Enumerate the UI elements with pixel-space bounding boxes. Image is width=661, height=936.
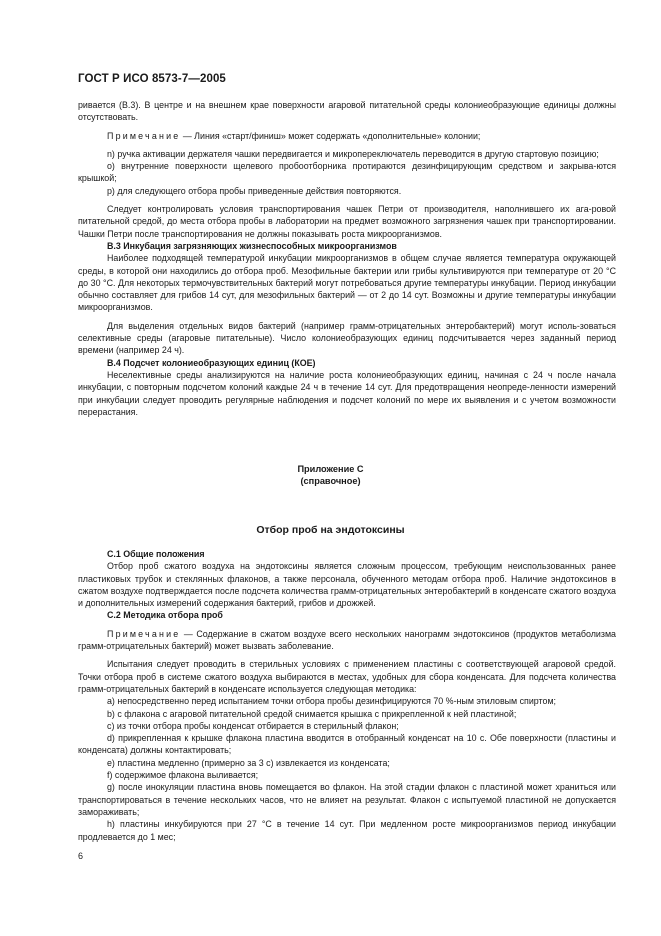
section-heading-c2: С.2 Методика отбора проб (107, 610, 223, 621)
paragraph-c2-1: Испытания следует проводить в стерильных условиях с применением пластины с соответствующей агаровой средой. Точки отбора проб в системе сжатого воздуха выбираются в местах, удобных для сбора конденсата. Для подсчета количества грамм-отрицательных бактерий в конденсате используется следующая методика: (78, 659, 616, 694)
body-section-c (78, 548, 616, 843)
paragraph-b3-2: Для выделения отдельных видов бактерий (например грамм-отрицательных энтеробактерий) могут исполь-зоваться селективные среды (агаровые питательные). Число колониеобразующих единиц подсчитывается через заданный период времени (например 24 ч). (78, 320, 616, 356)
list-item-d: d) прикрепленная к крышке флакона пластина вводится в отобранный конденсат на 10 с. Обе поверхности (пластины и конденсата) должны контактировать; (78, 733, 616, 756)
body-section-b (78, 99, 616, 418)
list-item-n: n) ручка активации держателя чашки передвигается и микропереключатель переводится в другую стартовую позицию; (107, 148, 599, 159)
list-item-c: c) из точки отбора пробы конденсат отбирается в стерильный флакон; (107, 720, 399, 731)
section-heading-b4: В.4 Подсчет колониеобразующих единиц (КОЕ) (107, 357, 316, 368)
list-item-f: f) содержимое флакона выливается; (107, 770, 259, 781)
section-heading-b3: В.3 Инкубация загрязняющих жизнеспособных микроорганизмов (107, 240, 397, 251)
paragraph-continuation: ривается (В.3). В центре и на внешнем крае поверхности агаровой питательной среды колониеобразующие единицы должны отсутствовать. (78, 100, 616, 123)
note-text-2: — Содержание в сжатом воздухе всего нескольких нанограмм эндотоксинов (продуктов метаболизма грамм-отрицательных бактерий) может вызвать заболевание. (78, 628, 616, 652)
page-number: 6 (78, 851, 84, 861)
document-header: ГОСТ Р ИСО 8573-7—2005 (78, 73, 226, 85)
list-item-a: а) непосредственно перед испытанием точки отбора пробы дезинфицируются 70 %-ным этиловым спиртом; (107, 696, 557, 707)
appendix-note: (справочное) (300, 476, 361, 486)
paragraph-c1-1: Отбор проб сжатого воздуха на эндотоксины является сложным процессом, требующим неиспользованных ранее пластиковых трубок и стеклянных флаконов, а также персонала, обученного методам отбора проб. Наличие эндотоксинов в сжатом воздухе подтверждается после подсчета количества грамм-отрицательных энтеробактерий в конденсате сжатого воздуха и дополнительных измерений содержания бактерий, грибов и дрожжей. (78, 561, 616, 609)
list-item-p: p) для следующего отбора пробы приведенные действия повторяются. (107, 185, 402, 196)
list-item-e: e) пластина медленно (примерно за 3 с) извлекается из конденсата; (107, 757, 390, 768)
paragraph-transport: Следует контролировать условия транспортирования чашек Петри от производителя, наполнившего их ага-ровой питательной средой, до места отбора пробы в лаборатории на предмет возможного загрязнения чашек при транспортировании. Чашки Петри после транспортирования не должны показывать роста микроорганизмов. (78, 204, 616, 239)
section-heading-c1: С.1 Общие положения (107, 549, 205, 559)
list-item-b: b) с флакона с агаровой питательной средой снимается крышка с прикрепленной к ней пластиной; (107, 708, 517, 719)
note-label: Примечание (107, 130, 181, 141)
note-paragraph-2 (78, 628, 616, 653)
paragraph-b4-1: Неселективные среды анализируются на наличие роста колониеобразующих единиц, начиная с 24 ч после начала инкубации, с повторным подсчетом колоний каждые 24 ч в течение 14 сут. Для предотвращения неопреде-ленности измерений при инкубации следует проводить регулярные наблюдения и подсчет колоний по мере их выявления и с учетом возможности перерастания. (78, 369, 616, 417)
list-item-h: h) пластины инкубируются при 27 °С в течение 14 сут. При медленном росте микроорганизмов период инкубации продлевается до 1 мес; (78, 819, 616, 842)
appendix-section-title: Отбор проб на эндотоксины (256, 524, 405, 536)
note-paragraph (78, 130, 616, 142)
appendix-title: Приложение С (297, 464, 364, 474)
paragraph-b3-1: Наиболее подходящей температурой инкубации микроорганизмов в общем случае является температура окружающей среды, в которой они находились до отбора проб. Мезофильные бактерии или грибы культивируются при температуре от 20 °С до 30 °С. Для некоторых термочувствительных бактерий могут потребоваться другие температуры инкубации. Период инкубации обычно составляет для грибов 14 сут, для мезофильных бактерий — от 2 до 14 сут. Возможны и другие температуры инкубации микроорганизмов. (78, 253, 616, 313)
note-text: — Линия «старт/финиш» может содержать «дополнительные» колонии; (180, 130, 481, 141)
note-label-2: Примечание (107, 628, 181, 639)
list-item-o: o) внутренние поверхности щелевого пробоотборника протираются дезинфицирующим средством и закрыва-ются крышкой; (78, 161, 616, 184)
list-item-g: g) после инокуляции пластина вновь помещается во флакон. На этой стадии флакон с пластиной может храниться или транспортироваться в течение нескольких часов, что не влияет на результат. Флакон с испытуемой пластиной не допускается замораживать; (78, 782, 616, 817)
